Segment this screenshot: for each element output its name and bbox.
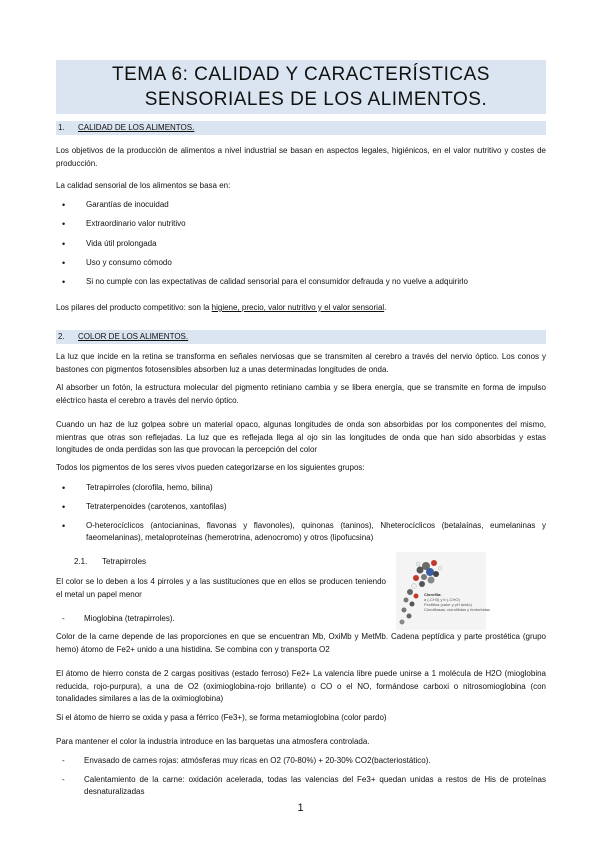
title-line-1: TEMA 6: CALIDAD Y CARACTERÍSTICAS — [112, 64, 490, 85]
figure-legend — [424, 592, 504, 612]
subsection-number: 2.1. — [74, 557, 88, 566]
section-2-heading — [56, 330, 546, 344]
section-1-intro: Los objetivos de la producción de alimentos a nivel industrial se basan en aspectos legales, higiénicos, en el valor nutritivo y costes de producción. — [56, 146, 546, 168]
section-1-title: CALIDAD DE LOS ALIMENTOS. — [78, 123, 195, 132]
section-2-title: COLOR DE LOS ALIMENTOS. — [78, 332, 189, 341]
section-1-number: 1. — [58, 123, 65, 132]
subsection-title: Tetrapirroles — [102, 557, 147, 566]
document-page: TEMA 6: CALIDAD Y CARACTERÍSTICAS SENSORIALES DE LOS ALIMENTOS. 1. CALIDAD DE LOS ALIMENTOS. Los objetivos de la producción de alimentos a nivel industrial se basan en aspectos legales, higiénicos, en el valor nutritivo y costes de producción. La calidad sensorial de los alimentos se basa en: • Garantías de inocuidad • Extraordinario valor nutritivo • Vida útil prolongada • Uso y consumo cómodo • Si no cumple con las expectativas de calidad sensorial para el consumidor defrauda y no vuelve a adquirirlo Los pilares del producto competitivo: son la higiene, precio, valor nutritivo y el valor sensorial. 2. COLOR DE LOS ALIMENTOS. La luz que incide en la retina se transforma en señales nerviosas que se transmiten al cerebro a través del nervio óptico. Los conos y bastones con pigmentos fotosensibles absorben luz a unas determinadas longitudes de onda. Al absorber un fotón, la estructura molecular del pigmento retiniano cambia y se libera energía, que se transmite en forma de impulso eléctrico hasta el cerebro a través del nervio óptico. Cuando un haz de luz golpea sobre un material opaco, algunas longitudes de onda son absorbidas por los componentes del mismo, mientras que otras son reflejadas. La luz que es reflejada llega al ojo sin las longitudes de onda que han sido absorbidas y estas longitudes de onda perdidas son las que provocan la percepción del color Todos los pigmentos de los seres vivos pueden categorizarse en los siguientes grupos: • Tetrapirroles (clorofila, hemo, bilina) • Tetraterpenoides (carotenos, xantofilas) • O-heterocíclicos (antocianinas, flavonas y flavonoles), quinonas (taninos), Nheterocíclicos (betalaínas, eumelaninas y faeomelaninas), metaloproteínas (hemerotrina, adenocromo) y otros (lipofucsina) 2.1. Tetrapirroles El color se lo deben a los 4 pirroles y a las sustituciones que en ellos se producen teniendo el metal un papel menor Clorofila: a (-CH3) y b (-CHO) Feofitina (calor y pH ácido) Clorofilasas: clorofilidas y feoforbidas - Mioglobina (tetrapirroles). Color de la carne depende de las proporciones en que se encuentran Mb, OxiMb y MetMb. Cadena peptídica y parte prostética (grupo hemo) átomo de Fe2+ unido a una histidina. Se combina con y transporta O2 El átomo de hierro consta de 2 cargas positivas (estado ferroso) Fe2+ La valencia libre puede unirse a 1 molécula de H2O (mioglobina reducida, rojo-purpura), a una de O2 (oximioglobina-rojo brillante) o CO o el NO, formándose carboxi o nitrosomioglobina (con tonalidades similares a las de la oximioglobina) Si el átomo de hierro se oxida y pasa a férrico (Fe3+), se forma metamioglobina (color pardo) Para mantener el color la industria introduce en las barquetas una atmosfera controlada. - Envasado de carnes rojas: atmósferas muy ricas en O2 (70-80%) + 20-30% CO2(bacteriostático). - Calentamiento de la carne: oxidación acelerada, todas las valencias del Fe3+ quedan unidas a restos de His de proteínas desnaturalizadas 1 — [0, 0, 601, 848]
pillars-underlined: higiene, precio, valor nutritivo y el valor sensorial — [211, 303, 385, 312]
section-1-heading — [56, 121, 546, 135]
section-2-paragraph-1: La luz que incide en la retina se transforma en señales nerviosas que se transmiten al cerebro a través del nervio óptico. Los conos y bastones con pigmentos fotosensibles absorben luz a unas determinadas longitudes de onda. — [56, 352, 546, 374]
subsection-2-1-heading — [74, 557, 146, 566]
figure-legend-item: Clorofilasas: clorofilidas y feoforbidas — [424, 607, 491, 612]
page-number: 1 — [297, 802, 304, 814]
subsection-2-1-paragraph-1: El color se lo deben a los 4 pirroles y a las sustituciones que en ellos se producen teniendo el metal un papel menor — [56, 577, 386, 599]
section-2-paragraph-4: Todos los pigmentos de los seres vivos pueden categorizarse en los siguientes grupos: — [56, 463, 365, 472]
figure-legend-item: Feofitina (calor y pH ácido) — [424, 602, 472, 607]
section-1-lead: La calidad sensorial de los alimentos se basa en: — [56, 181, 231, 190]
figure-legend-item: a (-CH3) y b (-CHO) — [424, 597, 460, 602]
section-1-pillars: Los pilares del producto competitivo: son la higiene, precio, valor nutritivo y el valor sensorial. — [56, 303, 387, 312]
section-2-paragraph-3: Cuando un haz de luz golpea sobre un material opaco, algunas longitudes de onda son absorbidas por los componentes del mismo, mientras que otras son reflejadas. La luz que es reflejada llega al ojo sin las longitudes de onda que han sido absorbidas y estas longitudes de onda perdidas son las que provocan la percepción del color — [56, 420, 546, 454]
title-line-2: SENSORIALES DE LOS ALIMENTOS. — [144, 89, 488, 110]
figure-legend-title: Clorofila: — [424, 592, 442, 597]
subsection-2-1-paragraph-5: Para mantener el color la industria introduce en las barquetas una atmosfera controlada. — [56, 737, 370, 746]
section-2-number: 2. — [58, 332, 65, 341]
section-2-paragraph-2: Al absorber un fotón, la estructura molecular del pigmento retiniano cambia y se libera energía, que se transmite en forma de impulso eléctrico hasta el cerebro a través del nervio óptico. — [56, 383, 546, 405]
title-banner — [56, 60, 546, 114]
subsection-2-1-paragraph-3: El átomo de hierro consta de 2 cargas positivas (estado ferroso) Fe2+ La valencia libre puede unirse a 1 molécula de H2O (mioglobina reducida, rojo-purpura), a una de O2 (oximioglobina-rojo brillante) o CO o el NO, formándose carboxi o nitrosomioglobina (con tonalidades similares a las de la oximioglobina) — [56, 669, 546, 703]
subsection-2-1-paragraph-4: Si el átomo de hierro se oxida y pasa a férrico (Fe3+), se forma metamioglobina (color pardo) — [56, 713, 387, 722]
subsection-2-1-paragraph-2: Color de la carne depende de las proporciones en que se encuentran Mb, OxiMb y MetMb. Cadena peptídica y parte prostética (grupo hemo) átomo de Fe2+ unido a una histidina. Se combina con y transporta O2 — [56, 632, 546, 654]
